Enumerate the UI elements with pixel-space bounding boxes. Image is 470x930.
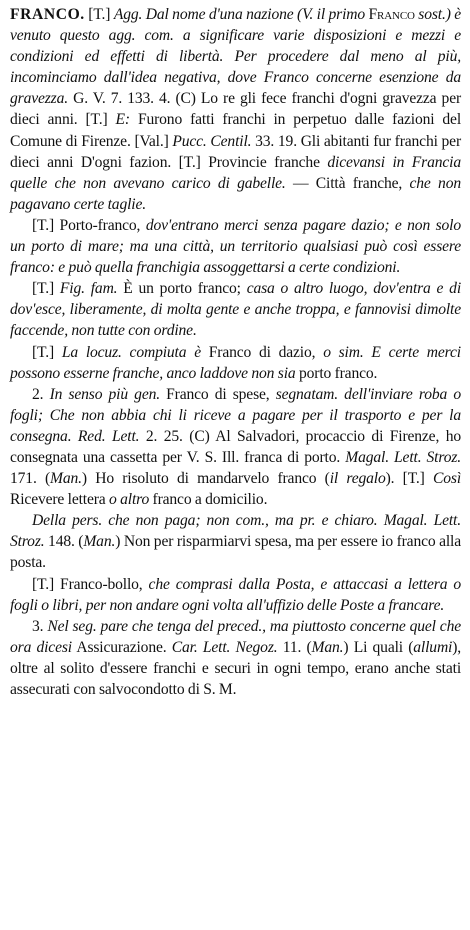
text-run: [T.] [32, 343, 62, 361]
headword: FRANCO. [10, 6, 85, 23]
text-run: che comprasi dalla Posta, e attaccasi a lettera o fogli o libri, per non andare ogni volta all'uffizio delle Poste a francare. [10, 575, 461, 614]
text-run: 2. 25. (C) Al Salvadori, procaccio di Firenze, ho consegnata una cassetta per V. S. Ill. franca di porto. [10, 427, 461, 466]
text-run: ) Non per risparmiarvi spesa, ma per essere io franco alla posta. [10, 533, 461, 572]
text-run: — Città franche, [285, 174, 410, 192]
text-run: Man. [83, 533, 116, 551]
text-run: Della pers. che non paga; non com., ma pr. e chiaro. Magal. Lett. Stroz. [10, 512, 461, 551]
text-run: allumi [413, 638, 453, 656]
text-run: Franco di spese, [159, 385, 276, 403]
text-run: 148. ( [44, 533, 84, 551]
text-run: ) Li quali ( [343, 638, 414, 656]
text-run: casa o altro luogo, dov'entra e di dov'esce, liberamente, di molta gente e anche troppa, e fannovisi dimolte faccende, non tutte con ordine. [10, 280, 462, 340]
text-run: La locuz. compiuta è [61, 343, 201, 361]
text-run: 3. [32, 617, 48, 635]
text-run: Nel seg. pare che tenga del preced., ma piuttosto concerne quel che ora dicesi [10, 617, 461, 656]
text-run: ) Ho risoluto di mandarvelo franco ( [81, 470, 330, 488]
text-run: [T.] [84, 6, 114, 23]
text-run: 11. ( [277, 638, 312, 656]
text-run: che non pagavano certe taglie. [10, 174, 461, 213]
entry-paragraph-person [10, 510, 461, 573]
text-run: Franco di dazio, [200, 343, 324, 361]
text-run: porto franco. [295, 364, 378, 382]
text-run: G. V. 7. 133. 4. (C) Lo re gli fece franchi d'ogni gravezza per dieci anni. [T.] [10, 90, 462, 129]
text-run: o altro [109, 491, 150, 509]
text-run: E: [115, 111, 130, 129]
text-run: 171. ( [10, 470, 51, 488]
entry-paragraph-franco-bollo [10, 574, 461, 616]
entry-paragraph-figurative [10, 278, 461, 341]
entry-paragraph-sense-3 [10, 616, 461, 700]
text-run: sost.) è venuto questo agg. com. a significare varie disposizioni e mezzi e condizioni ed effetti di libertà. Per procedere dal meno al più, incominciamo dall'idea negativa, dove Franco concerne esenzione da gravezza. [10, 6, 461, 108]
text-run: Man. [50, 470, 82, 488]
text-run: dov'entrano merci senza pagare dazio; e non solo un porto di mare; ma una città, un territorio qualsiasi può così essere franco: e può quella franchigia assoggettarsi a certe condizioni. [10, 216, 461, 277]
text-run: dicevansi in Francia quelle che non avevano carico di gabelle. [10, 153, 461, 192]
text-run: Pucc. Centil. [172, 132, 252, 150]
text-run: [T.] [32, 280, 60, 298]
text-run: [T.] Porto-franco, [32, 216, 146, 234]
text-run: ), oltre al solito d'essere franchi e securi in ogni tempo, erano anche stati assecurati con salvocondotto di S. M. [10, 638, 462, 698]
text-run: Car. Lett. Negoz. [171, 638, 278, 656]
entry-paragraph-sense-2 [10, 384, 461, 511]
text-run: Fig. fam. [59, 280, 118, 298]
text-run: Così [433, 470, 461, 488]
text-run: Man. [311, 638, 344, 656]
text-run: 33. 19. Gli abitanti fur franchi per dieci anni D'ogni fazion. [T.] Provincie franche [10, 132, 461, 171]
text-run: In senso più gen. [49, 385, 160, 403]
entry-paragraph-locution [10, 342, 461, 384]
text-run: Magal. Lett. Stroz. [345, 448, 462, 466]
text-run: Franco [368, 6, 415, 23]
text-run: È un porto franco; [117, 280, 247, 298]
text-run: franco a domicilio. [149, 491, 268, 509]
text-run: Furono fatti franchi in perpetuo dalle fazioni del Comune di Firenze. [Val.] [10, 111, 461, 150]
text-run: [T.] Franco-bollo, [32, 575, 149, 593]
entry-paragraph-1 [10, 4, 461, 215]
text-run: 2. [32, 385, 50, 403]
text-run: o sim. E certe merci possono esserne franche, anco laddove non sia [10, 343, 461, 382]
text-run: segnatam. dell'inviare roba o fogli; Che non abbia chi li riceve a pagare per il trasporto e per la consegna. Red. Lett. [10, 385, 461, 445]
text-run: ). [T.] [385, 470, 433, 488]
text-run: Agg. Dal nome d'una nazione (V. il primo [113, 6, 369, 23]
entry-paragraph-porto-franco [10, 215, 461, 278]
text-run: il regalo [329, 470, 386, 488]
text-run: Assicurazione. [71, 638, 172, 656]
text-run: Ricevere lettera [10, 491, 110, 509]
